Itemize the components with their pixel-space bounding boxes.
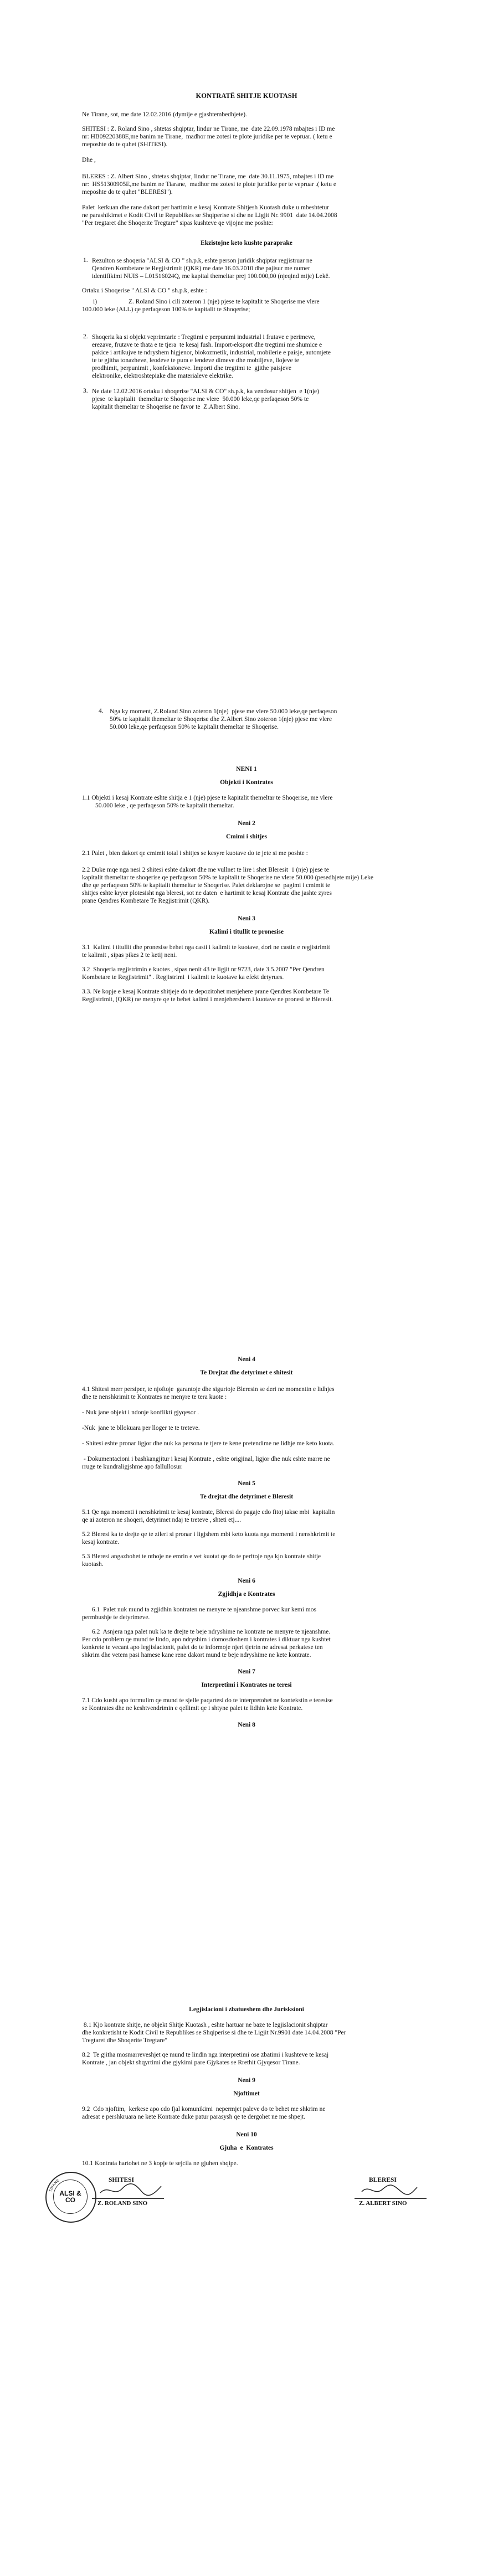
- article-7-1-line-2: se Kontrates dhe ne keshtvendrimin e qellimit qe i shtyne palet te lidhin kete Kontrate.: [82, 1705, 303, 1712]
- article-6-2-line-2: Per cdo problem qe mund te lindo, apo ndryshim i domosdoshem i kontrates i diktuar nga kushtet: [82, 1636, 331, 1643]
- article-6-2-line-4: shkrim dhe vetem pasi hamese kane rene dakort mund te beje ndryshime ne kete kontrate.: [82, 1652, 311, 1658]
- parties-line-1: Palet kerkuan dhe rane dakort per hartimin e kesaj Kontrate Shitjesh Kuotash duke u mbeshtetur: [82, 204, 330, 211]
- article-2-2-line-5: prane Qendres Kombetare Te Regjistrimit (QKR).: [82, 898, 210, 904]
- parties-line-3: "Per tregtaret dhe Shoqerite Tregtare" sipas kushteve qe vijojne me poshte:: [82, 220, 273, 226]
- neni-1-heading: NENI 1: [236, 766, 257, 772]
- item2-line-3: pakice i artikujve te ndryshem higjenor, biokozmetik, industrial, mobilerie e paisje, automjete: [92, 349, 331, 356]
- article-6-1-line-2: permbushje te detyrimeve.: [82, 1614, 150, 1621]
- article-6-1-line-1: 6.1 Palet nuk mund ta zgjidhin kontraten ne menyre te njeanshme porvec kur kemi mos: [92, 1606, 316, 1613]
- declaration-1: - Nuk jane objekt i ndonje konflikti gjyqesor .: [82, 1409, 199, 1416]
- neni-10-heading: Neni 10: [236, 2131, 257, 2138]
- buyer-intro-line-1: BLERES : Z. Albert Sino , shtetas shqiptar, lindur ne Tirane, me date 30.11.1975, mbajtes i ID me: [82, 173, 334, 180]
- document-page-4: [0, 1971, 493, 2576]
- item3-line-2: pjese te kapitalit themeltar te Shoqerise me vlere 50.000 leke,qe perfaqeson 50% te: [92, 396, 309, 403]
- article-10-1: 10.1 Kontrata hartohet ne 3 kopje te sejcila ne gjuhen shqipe.: [82, 2160, 238, 2167]
- article-2-2-line-2: kapitalit themeltar te shoqerise qe perfaqeson 50% te kapitalit te Shoqerise ne vlere 50.000 (pesedhjete mije) Leke: [82, 874, 373, 881]
- neni-6-title: Zgjidhja e Kontrates: [218, 1591, 275, 1598]
- item-number-2: 2.: [83, 333, 88, 340]
- item3-line-3: kapitalit themeltar te Shoqerise ne favor te Z.Albert Sino.: [92, 404, 240, 410]
- declaration-3: - Shitesi eshte pronar ligjor dhe nuk ka persona te tjere te kene pretendime ne lidhje me keto kuota.: [82, 1440, 335, 1447]
- neni-8-heading: Neni 8: [238, 1722, 255, 1728]
- item4-line-3: 50.000 leke,qe perfaqeson 50% te kapitalit themeltar te Shoqerise.: [110, 724, 279, 730]
- article-2-2-line-4: shitjes eshte kryer plotesisht nga bleresi, sot ne daten e hartimit te kesaj Kontrate dhe jashte zyres: [82, 890, 332, 897]
- page-gap-1: [0, 476, 493, 642]
- seller-signature-name: Z. ROLAND SINO: [97, 2200, 148, 2207]
- document-page-1: [0, 0, 493, 476]
- buyer-signature-icon: [359, 2182, 420, 2198]
- article-2-2-line-1: 2.2 Duke mqe nga nesi 2 shitesi eshte dakort dhe me vullnet te lire i shet Bleresit 1 (nje) pjese te: [82, 867, 329, 873]
- stamp-ring-text: TIRANE: [49, 2178, 60, 2193]
- article-5-3-line-2: kuotash.: [82, 1561, 104, 1568]
- item1-line-3: identifikimi NUIS – L01516024Q, me kapital themeltar prej 100.000,00 (njeqind mije) Lekë.: [92, 273, 330, 280]
- article-9-2-line-1: 9.2 Cdo njoftim, kerkese apo cdo fjal komunikimi nepermjet paleve do te behet me shkrim ne: [82, 2106, 326, 2113]
- item2-line-2: erezave, frutave te thata e te tjera te kesaj fush. Import-eksport dhe tregtimi me shumice e: [92, 342, 322, 348]
- partner-line-2: 100.000 leke (ALL) qe perfaqeson 100% te kapitalit te Shoqerise;: [82, 306, 250, 313]
- neni-3-title: Kalimi i titullit te pronesise: [209, 929, 284, 935]
- item4-line-2: 50% te kapitalit themeltar te Shoqerise dhe Z.Albert Sino zoteron 1(nje) pjese me vlere: [110, 716, 332, 723]
- document-page-3: [0, 1307, 493, 1971]
- item4-line-1: Nga ky moment, Z.Roland Sino zoteron 1(nje) pjese me vlere 50.000 leke,qe perfaqeson: [110, 708, 337, 715]
- declaration-2: -Nuk jane te bllokuara per lloger te te treteve.: [82, 1425, 200, 1431]
- item1-line-2: Qendren Kombetare te Regjistrimit (QKR) me date 16.03.2010 dhe pajisur me numer: [92, 265, 310, 272]
- buyer-signature-label: BLERESI: [369, 2177, 397, 2183]
- article-1-1-line-2: 50.000 leke , qe perfaqeson 50% te kapitalit themeltar.: [95, 802, 234, 809]
- neni-7-title: Interpretimi i Kontrates ne teresi: [201, 1682, 292, 1688]
- declaration-4-line-2: rruge te kundraligjshme apo fallullosur.: [82, 1464, 183, 1470]
- article-3-1-line-2: te kalimit , sipas pikes 2 te ketij neni.: [82, 952, 177, 959]
- buyer-intro-line-3: meposhte do te quhet "BLERESI").: [82, 189, 173, 195]
- item2-line-5: prodhimit, perpunimit , konfeksioneve. Importi dhe tregtimi te gjithe paisjeve: [92, 365, 291, 372]
- premises-title: Ekzistojne keto kushte paraprake: [201, 240, 292, 246]
- article-5-1-line-1: 5.1 Qe nga momenti i nenshkrimit te kesaj kontrate, Bleresi do pagaje cdo fitoj takse mbi kapitalin: [82, 1509, 335, 1516]
- neni-5-heading: Neni 5: [238, 1480, 255, 1487]
- article-2-2-line-3: dhe qe perfaqeson 50% te kapitalit themeltar te Shoqerise. Palet deklarojne se pagimi i cmimit te: [82, 882, 331, 889]
- article-8-1-line-3: Tregtaret dhe Shoqerite Tregtare": [82, 2037, 168, 2044]
- partner-intro: Ortaku i Shoqerise " ALSI & CO " sh.p.k, eshte :: [82, 287, 207, 294]
- svg-text:TIRANE: [49, 2178, 60, 2192]
- seller-signature-label: SHITESI: [109, 2177, 135, 2183]
- seller-signature-icon: [97, 2182, 164, 2198]
- company-stamp-icon: [45, 2172, 96, 2223]
- and-text: Dhe ,: [82, 157, 96, 163]
- seller-intro-line-1: SHITESI : Z. Roland Sino , shtetas shqiptar, lindur ne Tirane, me date 22.09.1978 mbajtes i ID me: [82, 126, 335, 132]
- article-4-1-line-2: dhe te nenshkrimit te Kontrates ne menyre te tera kuote :: [82, 1394, 227, 1400]
- neni-7-heading: Neni 7: [238, 1668, 255, 1675]
- law-title: Legjislacioni i zbatueshem dhe Jurisksioni: [189, 2006, 304, 2013]
- article-8-2-line-2: Kontrate , jan objekt shqyrtimi dhe gjykimi pare Gjykates se Rrethit Gjyqesor Tirane.: [82, 2059, 300, 2066]
- article-8-1-line-1: 8.1 Kjo kontrate shitje, ne objekt Shitje Kuotash , eshte hartuar ne baze te legjislacionit shqiptar: [82, 2022, 328, 2028]
- item-number-1: 1.: [83, 257, 88, 264]
- article-5-2-line-2: kesaj kontrate.: [82, 1539, 120, 1545]
- article-8-2-line-1: 8.2 Te gjitha mosmarreveshjet qe mund te lindin nga interpretimi ose zbatimi i kushteve te kesaj: [82, 2052, 329, 2058]
- article-3-2-line-1: 3.2 Shoqeria regjistrimin e kuotes , sipas nenit 43 te ligjit nr 9723, date 3.5.2007 "Per Qendren: [82, 966, 325, 973]
- item2-line-6: elektronike, elektroshtepiake dhe materialeve elektrike.: [92, 373, 233, 379]
- article-3-2-line-2: Kombetare te Regjistrimit" . Regjistrimi i kalimit te kuotave ka efekt detyrues.: [82, 974, 284, 981]
- article-5-2-line-1: 5.2 Bleresi ka te drejte qe te zileri si pronar i ligjshem mbi keto kuota nga momenti i nenshkrimit te: [82, 1531, 336, 1538]
- neni-10-title: Gjuha e Kontrates: [219, 2145, 274, 2151]
- seller-intro-line-2: nr: HB09220388E,me banim ne Tirane, madhor me zotesi te plote juridike per te vepruar. ( ketu e: [82, 133, 332, 140]
- item2-line-4: te te gjitha tonazheve, leodeve te pura e lendeve dimeve dhe mobiljeve, llojeve te: [92, 357, 299, 364]
- neni-4-heading: Neni 4: [238, 1356, 255, 1363]
- article-3-1-line-1: 3.1 Kalimi i titullit dhe pronesise behet nga casti i kalimit te kuotave, dori ne castin e regjistrimit: [82, 944, 330, 951]
- article-5-1-line-2: qe ai zoteron ne shoqeri, detyrimet ndaj te treteve , shteti etj....: [82, 1517, 242, 1523]
- buyer-signature-name: Z. ALBERT SINO: [359, 2200, 407, 2207]
- declaration-4-line-1: - Dokumentacioni i bashkangjitur i kesaj Kontrate , eshte origjinal, ligjor dhe nuk eshte marre ne: [82, 1456, 330, 1462]
- buyer-intro-line-2: nr: HS51300905E,me banim ne Tiarane, madhor me zotesi te plote juridike per te vepruar .( ketu e: [82, 181, 336, 188]
- article-4-1-line-1: 4.1 Shitesi merr persiper, te njoftoje garantoje dhe sigurioje Bleresin se deri ne momentin e lidhjes: [82, 1386, 335, 1393]
- article-1-1-line-1: 1.1 Objekti i kesaj Kontrate eshte shitja e 1 (nje) pjese te kapitalit themeltar te Shoqerise, me vlere: [82, 795, 333, 801]
- article-7-1-line-1: 7.1 Cdo kusht apo formulim qe mund te sjelle paqartesi do te interpretohet ne kontekstin e teresise: [82, 1697, 333, 1704]
- article-6-2-line-3: konkrete te vecant apo legjislacionit, palet do te informoje njeri tjetrin ne adresat perkatese ten: [82, 1644, 323, 1651]
- article-5-3-line-1: 5.3 Bleresi angazhohet te nthoje ne emrin e vet kuotat qe do te perftoje nga kjo kontrate shitje: [82, 1553, 321, 1560]
- neni-6-heading: Neni 6: [238, 1578, 255, 1584]
- article-6-2-line-1: 6.2 Asnjera nga palet nuk ka te drejte te beje ndryshime ne kontrate ne menyre te njeanshme.: [92, 1629, 331, 1635]
- document-page-2: [0, 642, 493, 1307]
- item1-line-1: Rezulton se shoqeria "ALSI & CO " sh.p.k, eshte person juridik shqiptar regjistruar ne: [92, 257, 312, 264]
- neni-1-title: Objekti i Kontrates: [220, 779, 273, 786]
- neni-2-title: Cmimi i shitjes: [225, 833, 268, 840]
- partner-line-1: Z. Roland Sino i cili zoteron 1 (nje) pjese te kapitalit te Shoqerise me vlere: [129, 298, 320, 305]
- buyer-signature-line: [355, 2198, 427, 2199]
- item3-line-1: Ne date 12.02.2016 ortaku i shoqerise "ALSI & CO" sh.p.k, ka vendosur shitjen e 1(nje): [92, 388, 319, 395]
- contract-title: KONTRATË SHITJE KUOTASH: [196, 92, 297, 100]
- partner-marker: i): [93, 298, 97, 305]
- neni-2-heading: Neni 2: [238, 820, 255, 827]
- item-number-3: 3.: [83, 388, 88, 394]
- article-3-3-line-1: 3.3. Ne kopje e kesaj Kontrate shitjeje do te depozitohet menjehere prane Qendres Kombetare Te: [82, 988, 330, 995]
- neni-4-title: Te Drejtat dhe detyrimet e shitesit: [200, 1369, 293, 1376]
- neni-5-title: Te drejtat dhe detyrimet e Bleresit: [199, 1493, 294, 1500]
- item2-line-1: Shoqeria ka si objekt veprimtarie : Tregtimi e perpunimi industrial i frutave e perimeve,: [92, 334, 316, 341]
- neni-9-title: Njoftimet: [233, 2090, 260, 2097]
- neni-3-heading: Neni 3: [238, 915, 255, 922]
- article-2-1: 2.1 Palet , bien dakort qe cmimit total i shitjes se kesyre kuotave do te jete si me poshte :: [82, 850, 308, 857]
- seller-signature-line: [92, 2198, 164, 2199]
- parties-line-2: ne parashikimet e Kodit Civil te Republikes se Shqiperise si dhe ne Ligjit Nr. 9901 date 14.04.2008: [82, 212, 337, 219]
- item-number-4: 4.: [99, 708, 104, 714]
- article-3-3-line-2: Regjistrimit, (QKR) ne menyre qe te behet kalimi i menjehershem i kuotave ne pronesi te Bleresit.: [82, 996, 333, 1003]
- neni-9-heading: Neni 9: [238, 2077, 255, 2084]
- article-8-1-line-2: dhe konkretisht te Kodit Civil te Republikes se Shqiperise si dhe te Ligjit Nr.9901 date 14.04.2008 "Per: [82, 2029, 346, 2036]
- article-9-2-line-2: adresat e pershkruara ne kete Kontrate duke patur parasysh qe te dergohet ne me shpejt.: [82, 2114, 306, 2120]
- stamp-label: ALSI & CO: [59, 2189, 81, 2204]
- place-date: Ne Tirane, sot, me date 12.02.2016 (dymije e gjashtembedhjete).: [82, 111, 247, 118]
- seller-intro-line-3: meposhte do te quhet (SHITESI).: [82, 141, 168, 148]
